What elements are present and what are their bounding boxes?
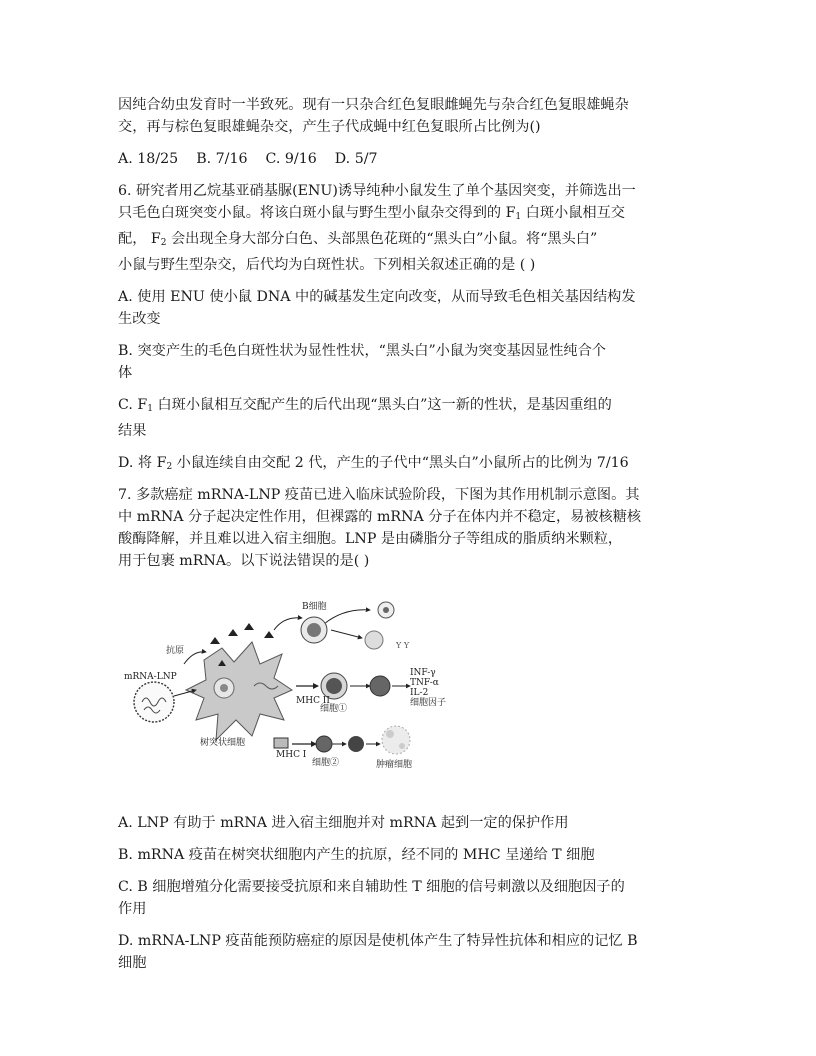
q5-options: A. 18/25 B. 7/16 C. 9/16 D. 5/7 (118, 151, 378, 167)
label-cytokine: 细胞因子 (410, 698, 447, 708)
q7-stem-line4: 用于包裹 mRNA。以下说法错误的是( ) (118, 553, 370, 569)
q6-option-a-line2: 生改变 (118, 311, 161, 327)
tumor-cell (382, 726, 410, 754)
label-mrna-lnp: mRNA-LNP (124, 672, 177, 682)
q6-stem-line1: 6. 研究者用乙烷基亚硝基脲(ENU)诱导纯种小鼠发生了单个基因突变，并筛选出一 (118, 183, 636, 199)
q6-stem-line3: 配， $F_2$ 会出现全身大部分白色、头部黑色花斑的“黑头白”小鼠。将“黑头白” (118, 231, 598, 248)
memory-cell (365, 631, 410, 650)
q6-stem-line4: 小鼠与野生型杂交，后代均为白斑性状。下列相关叙述正确的是 ( ) (118, 257, 536, 273)
q7-stem-line1: 7. 多款癌症 mRNA-LNP 疫苗已进入临床试验阶段，下图为其作用机制示意图。其 (118, 487, 640, 503)
mrna-lnp-particle (134, 682, 174, 722)
label-antigen: 抗原 (166, 646, 185, 656)
q7-stem-line2: 中 mRNA 分子起决定性作用，但裸露的 mRNA 分子在体内并不稳定，易被核糖核 (118, 509, 642, 525)
b-cell (301, 617, 327, 643)
q6-stem-line2: 只毛色白斑突变小鼠。将该白斑小鼠与野生型小鼠杂交得到的 $F_1$ 白斑小鼠相互交 (118, 205, 625, 222)
q7-option-d-line2: 细胞 (118, 955, 147, 971)
q6-option-b-line1: B. 突变产生的毛色白斑性状为显性性状，“黑头白”小鼠为突变基因显性纯合个 (118, 343, 606, 359)
q6-option-c-line2: 结果 (118, 423, 147, 439)
q7-stem-line3: 酸酶降解，并且难以进入宿主细胞。LNP 是由磷脂分子等组成的脂质纳米颗粒， (118, 531, 623, 547)
dendritic-cell (186, 642, 292, 740)
label-b-cell: B细胞 (302, 602, 327, 612)
label-mhc1: MHC I (276, 750, 307, 760)
q7-option-c-line1: C. B 细胞增殖分化需要接受抗原和来自辅助性 T 细胞的信号刺激以及细胞因子的 (118, 879, 625, 895)
svg-text:Y Y: Y Y (396, 641, 410, 650)
q6-option-b-line2: 体 (118, 365, 133, 381)
q5-stem-line2: 交，再与棕色复眼雄蝇杂交，产生子代成蝇中红色复眼所占比例为() (118, 119, 541, 135)
q7-option-d-line1: D. mRNA-LNP 疫苗能预防癌症的原因是使机体产生了特异性抗体和相应的记忆 B (118, 933, 638, 949)
document-page (118, 94, 698, 974)
q5-stem-line1: 因纯合幼虫发育时一半致死。现有一只杂合红色复眼雌蝇先与杂合红色复眼雄蝇杂 (118, 97, 629, 113)
label-dendritic-cell: 树突状细胞 (200, 738, 246, 748)
label-tnf: TNF-α (410, 678, 439, 688)
label-cell1: 细胞① (320, 704, 348, 714)
q6-option-d: D. 将 $F_2$ 小鼠连续自由交配 2 代，产生的子代中“黑头白”小鼠所占的比例为 7/16 (118, 455, 629, 472)
label-il2: IL-2 (410, 688, 429, 698)
mechanism-diagram-art (124, 590, 424, 780)
plasma-cell (378, 602, 394, 618)
mechanism-diagram (124, 590, 447, 780)
label-cell2: 细胞② (312, 758, 340, 768)
label-tumor-cell: 肿瘤细胞 (376, 760, 413, 770)
q7-option-b: B. mRNA 疫苗在树突状细胞内产生的抗原，经不同的 MHC 呈递给 T 细胞 (118, 847, 595, 863)
q6-option-c-line1: C. $F_1$ 白斑小鼠相互交配产生的后代出现“黑头白”这一新的性状，是基因重组的 (118, 397, 612, 414)
label-mhc2: MHC II (296, 696, 330, 706)
q6-option-a-line1: A. 使用 ENU 使小鼠 DNA 中的碱基发生定向改变，从而导致毛色相关基因结构发 (118, 289, 636, 305)
q7-option-c-line2: 作用 (118, 901, 147, 917)
q7-option-a: A. LNP 有助于 mRNA 进入宿主细胞并对 mRNA 起到一定的保护作用 (118, 815, 569, 831)
label-inf: INF-γ (410, 668, 436, 678)
